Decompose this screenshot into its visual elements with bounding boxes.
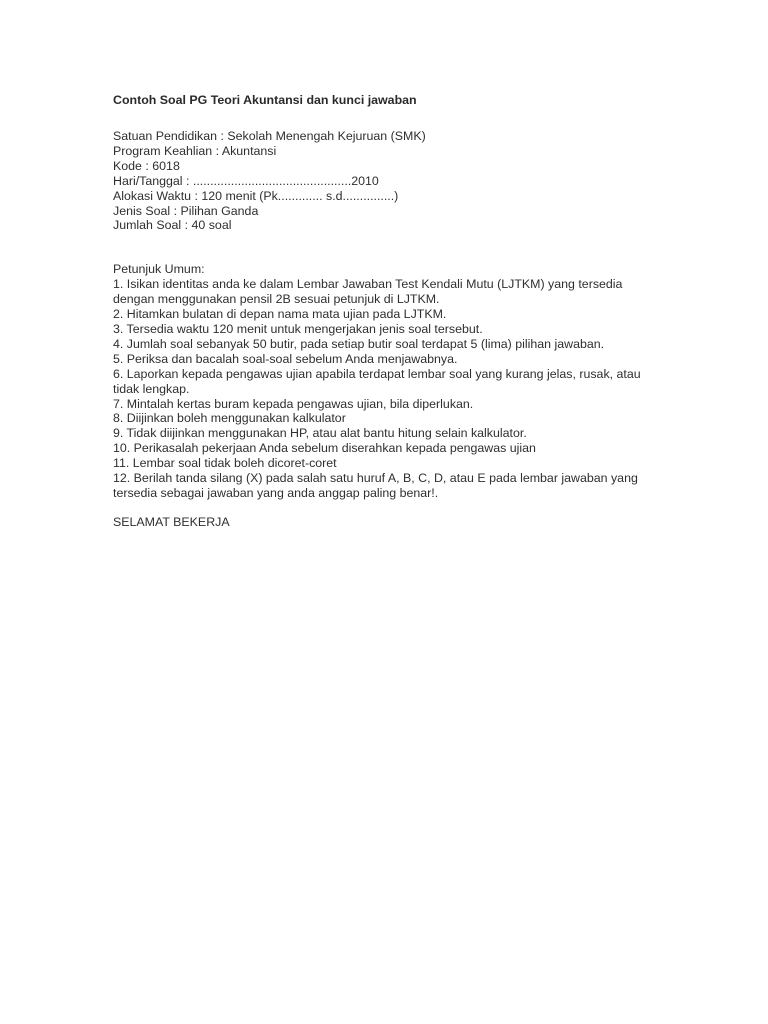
instruction-item-2: 2. Hitamkan bulatan di depan nama mata ujian pada LJTKM. (113, 307, 447, 322)
instruction-item-6-line-2: tidak lengkap. (113, 381, 190, 396)
instruction-item-7: 7. Mintalah kertas buram kepada pengawas ujian, bila diperlukan. (113, 396, 474, 411)
exam-info-program: Program Keahlian : Akuntansi (113, 143, 277, 158)
instruction-item-6-line-1: 6. Laporkan kepada pengawas ujian apabila terdapat lembar soal yang kurang jelas, rusak, atau (113, 366, 641, 381)
spacer (113, 233, 658, 262)
exam-info-date: Hari/Tanggal : ..............................................2010 (113, 173, 379, 188)
instruction-item-8: 8. Diijinkan boleh menggunakan kalkulator (113, 411, 346, 426)
document-title: Contoh Soal PG Teori Akuntansi dan kunci jawaban (113, 93, 417, 107)
exam-info-type: Jenis Soal : Pilihan Ganda (113, 203, 259, 218)
instructions-block (113, 262, 658, 501)
instruction-item-5: 5. Periksa dan bacalah soal-soal sebelum Anda menjawabnya. (113, 351, 458, 366)
exam-info-block (113, 129, 658, 233)
document-content (113, 93, 658, 530)
exam-info-education-unit: Satuan Pendidikan : Sekolah Menengah Kejuruan (SMK) (113, 129, 426, 143)
instruction-item-3: 3. Tersedia waktu 120 menit untuk mengerjakan jenis soal tersebut. (113, 321, 483, 336)
instruction-item-9: 9. Tidak diijinkan menggunakan HP, atau alat bantu hitung selain kalkulator. (113, 426, 527, 441)
instruction-item-1-line-1: 1. Isikan identitas anda ke dalam Lembar Jawaban Test Kendali Mutu (LJTKM) yang tersedia (113, 277, 623, 292)
spacer (113, 501, 658, 515)
instruction-item-12-line-1: 12. Berilah tanda silang (X) pada salah satu huruf A, B, C, D, atau E pada lembar jawaban yang (113, 471, 638, 486)
instructions-heading: Petunjuk Umum: (113, 262, 205, 277)
instruction-item-10: 10. Perikasalah pekerjaan Anda sebelum diserahkan kepada pengawas ujian (113, 441, 536, 456)
closing-text: SELAMAT BEKERJA (113, 514, 230, 529)
instruction-item-1-line-2: dengan menggunakan pensil 2B sesuai petunjuk di LJTKM. (113, 292, 440, 307)
instruction-item-4: 4. Jumlah soal sebanyak 50 butir, pada setiap butir soal terdapat 5 (lima) pilihan jawaban. (113, 336, 605, 351)
instruction-item-12-line-2: tersedia sebagai jawaban yang anda anggap paling benar!. (113, 485, 439, 500)
exam-info-code: Kode : 6018 (113, 158, 180, 173)
exam-info-time: Alokasi Waktu : 120 menit (Pk............. s.d...............) (113, 188, 399, 203)
instruction-item-11: 11. Lembar soal tidak boleh dicoret-coret (113, 456, 337, 471)
exam-info-count: Jumlah Soal : 40 soal (113, 218, 232, 233)
